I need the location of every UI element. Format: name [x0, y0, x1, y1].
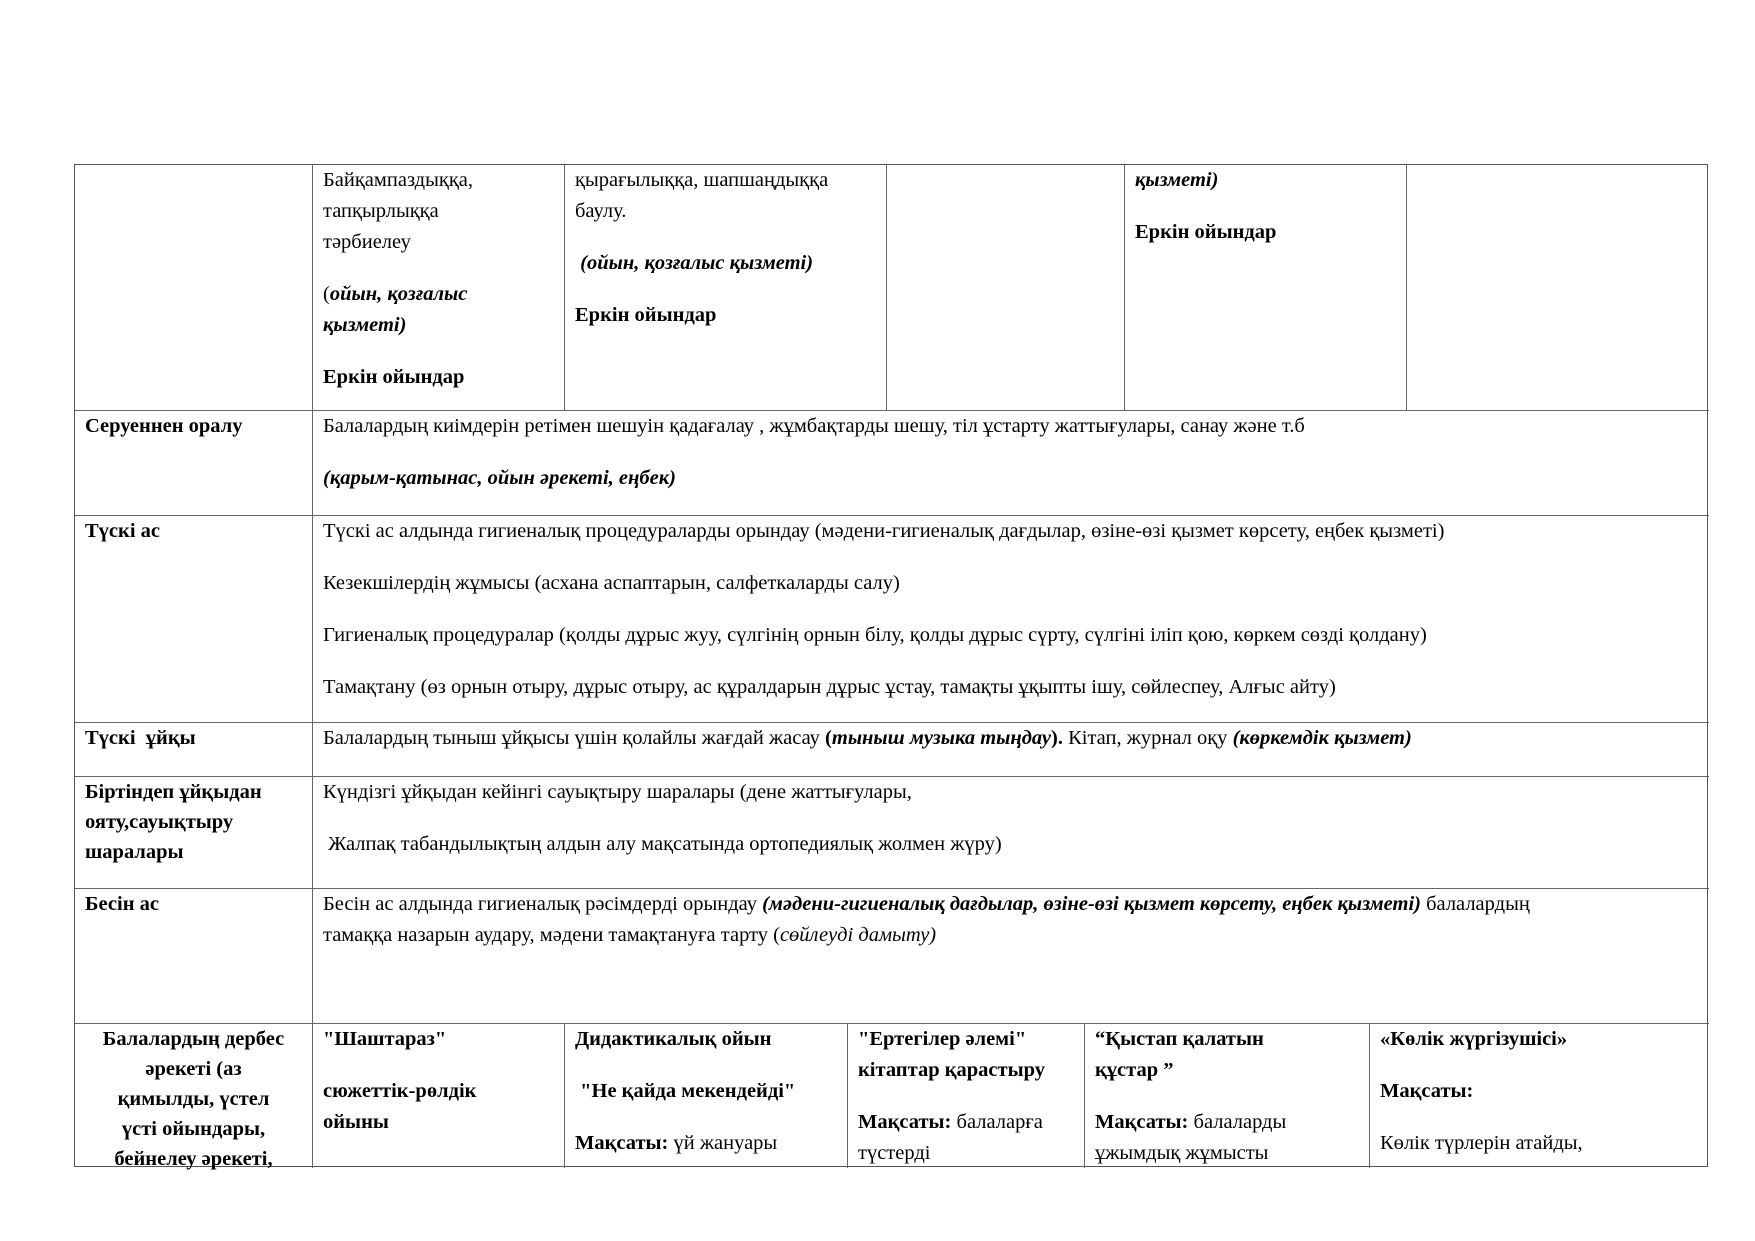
- activity-note: (ойын, қозғалыс қызметі): [575, 252, 814, 274]
- row-label-wake: Біртіндеп ұйқыдан ояту,сауықтыру шаралары: [85, 781, 262, 863]
- activity-note: қызметі): [323, 314, 407, 336]
- col-divider: [1406, 165, 1407, 410]
- text-line: Тамақтану (өз орнын отыру, дұрыс отыру, ас құралдарын дұрыс ұстау, тамақты ұқыпты ішу, сөйлеспеу, Алғыс айту): [323, 676, 1336, 698]
- col-divider: [886, 165, 887, 410]
- free-games: Еркін ойындар: [323, 366, 465, 388]
- independent-cell-1: "Шаштараз" сюжеттік-рөлдік ойыны: [323, 1028, 477, 1133]
- independent-cell-3: "Ертегілер әлемі" кітаптар қарастыру Мақсаты: балаларға түстерді: [858, 1028, 1045, 1164]
- text-line: тәрбиелеу: [323, 231, 411, 253]
- text-line: Балалардың киімдерін ретімен шешуін қадағалау , жұмбақтарды шешу, тіл ұстарту жаттығулары, санау және т.б: [323, 415, 1305, 437]
- lunch-content: [313, 516, 1709, 703]
- row-label-nap: Түскі ұйқы: [85, 727, 196, 749]
- text-line: баулу.: [575, 200, 627, 222]
- schedule-table: [74, 164, 1708, 1170]
- snack-content: Бесін ас алдында гигиеналық рәсімдерді орындау (мәдени-гигиеналық дағдылар, өзіне-өзі қызмет көрсету, еңбек қызметі) балалардың тамаққа назарын аудару, мәдени тамақтануға тарту (сөйлеуді дамыту): [323, 893, 1530, 946]
- independent-cell-2: Дидактикалық ойын "Не қайда мекендейді" Мақсаты: үй жануары: [575, 1028, 796, 1154]
- row-label-return-walk: Серуеннен оралу: [85, 415, 243, 437]
- text-line: Түскі ас алдында гигиеналық процедураларды орындау (мәдени-гигиеналық дағдылар, өзіне-өзі қызмет көрсету, еңбек қызметі): [323, 520, 1445, 542]
- activity-note: (қарым-қатынас, ойын әрекеті, еңбек): [323, 467, 676, 489]
- top-cell-2: [565, 165, 886, 331]
- text-line: Жалпақ табандылықтың алдын алу мақсатында ортопедиялық жолмен жүру): [323, 833, 1002, 855]
- row-label-lunch: Түскі ас: [85, 520, 161, 542]
- return-walk-content: [313, 411, 1709, 494]
- row-label-snack: Бесін ас: [85, 893, 159, 915]
- top-cell-4: [1125, 165, 1406, 248]
- wake-content: [313, 777, 1709, 860]
- independent-cell-4: “Қыстап қалатын құстар ” Мақсаты: балаларды ұжымдық жұмысты: [1095, 1028, 1287, 1164]
- independent-cell-5: «Көлік жүргізушісі» Мақсаты: Көлік түрлерін атайды,: [1380, 1028, 1583, 1154]
- row-label-independent: Балалардың дербес әрекеті (аз қимылды, үстел үсті ойындары, бейнелеу әрекеті,: [102, 1028, 285, 1170]
- text-line: Кезекшілердің жұмысы (асхана аспаптарын, салфеткаларды салу): [323, 572, 900, 594]
- text-line: Гигиеналық процедуралар (қолды дұрыс жуу, сүлгінің орнын білу, қолды дұрыс сүрту, сүлгіні іліп қою, көркем сөзді қолдану): [323, 624, 1427, 646]
- text-line: тапқырлыққа: [323, 200, 439, 222]
- text-line: Күндізгі ұйқыдан кейінгі сауықтыру шаралары (дене жаттығулары,: [323, 781, 912, 803]
- free-games: Еркін ойындар: [575, 304, 717, 326]
- text-line: Байқампаздыққа,: [323, 169, 474, 191]
- top-cell-1: [313, 165, 564, 393]
- activity-note: (ойын, қозғалыс: [323, 283, 468, 305]
- free-games: Еркін ойындар: [1135, 221, 1277, 243]
- nap-content: Балалардың тыныш ұйқысы үшін қолайлы жағдай жасау (тыныш музыка тыңдау). Кітап, журнал оқу (көркемдік қызмет): [323, 727, 1412, 749]
- activity-note: қызметі): [1135, 169, 1219, 191]
- text-line: қырағылыққа, шапшаңдыққа: [575, 169, 829, 191]
